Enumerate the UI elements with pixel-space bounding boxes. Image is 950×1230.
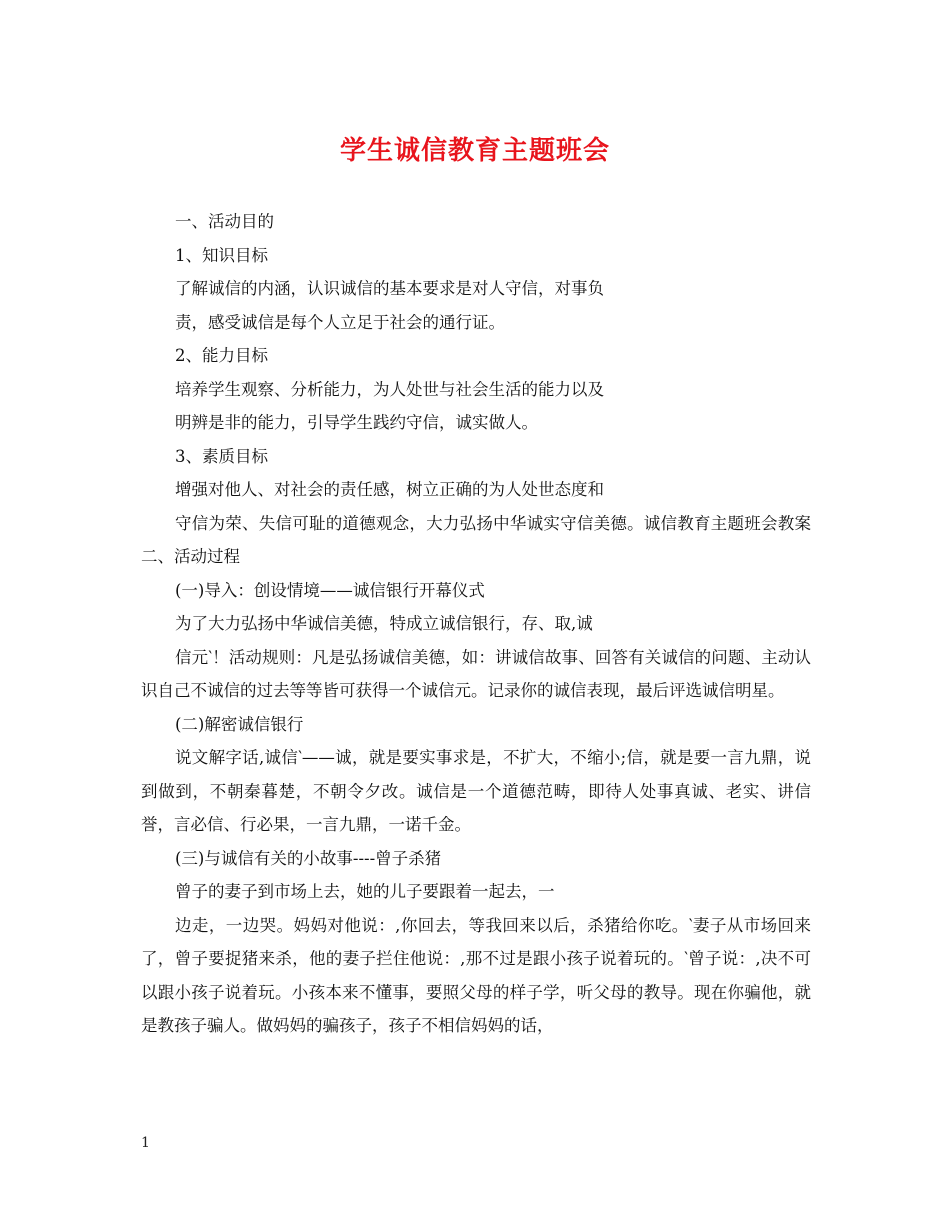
paragraph-line: 培养学生观察、分析能力，为人处世与社会生活的能力以及 (175, 379, 604, 399)
page-number: 1 (141, 1135, 150, 1151)
paragraph-line: 曾子的妻子到市场上去，她的儿子要跟着一起去，一 (175, 882, 555, 901)
paragraph-line: 责，感受诚信是每个人立足于社会的通行证。 (175, 312, 505, 332)
paragraph: 信元‵！活动规则：凡是弘扬诚信美德，如：讲诚信故事、回答有关诚信的问题、主动认识自己不诚信的过去等等皆可获得一个诚信元。记录你的诚信表现，最后评选诚信明星。 (141, 647, 811, 700)
paragraph-line: 了解诚信的内涵，认识诚信的基本要求是对人守信，对事负 (175, 279, 604, 298)
paragraph-line: 增强对他人、对社会的责任感，树立正确的为人处世态度和 (175, 480, 604, 499)
document-title: 学生诚信教育主题班会 (339, 136, 610, 166)
subsection-heading: (三)与诚信有关的小故事----曾子杀猪 (175, 848, 442, 868)
subsection-heading: (二)解密诚信银行 (175, 714, 304, 734)
section-heading: 一、活动目的 (175, 212, 274, 231)
subsection-heading: (一)导入：创设情境——诚信银行开幕仪式 (175, 580, 485, 600)
subsection-heading: 1、知识目标 (175, 245, 268, 265)
paragraph-line: 为了大力弘扬中华诚信美德，特成立诚信银行，存、取,诚 (175, 614, 593, 633)
paragraph: 说文解字话,诚信‵——诚，就是要实事求是，不扩大，不缩小;信，就是要一言九鼎，说到做到，不朝秦暮楚，不朝令夕改。诚信是一个道德范畴，即待人处事真诚、老实、讲信誉，言必信、行必果，一言九鼎，一诺千金。 (141, 748, 811, 834)
document-body (141, 205, 811, 1043)
paragraph: 守信为荣、失信可耻的道德观念，大力弘扬中华诚实守信美德。诚信教育主题班会教案二、活动过程 (141, 513, 811, 566)
subsection-heading: 3、素质目标 (175, 446, 268, 466)
subsection-heading: 2、能力目标 (175, 346, 268, 365)
paragraph-line: 明辨是非的能力，引导学生践约守信，诚实做人。 (175, 413, 538, 432)
paragraph: 边走，一边哭。妈妈对他说：,你回去，等我回来以后，杀猪给你吃。‵妻子从市场回来了，曾子要捉猪来杀，他的妻子拦住他说：,那不过是跟小孩子说着玩的。‵曾子说：,决不可以跟小孩子说着玩。小孩本来不懂事，要照父母的样子学，听父母的教导。现在你骗他，就是教孩子骗人。做妈妈的骗孩子，孩子不相信妈妈的话， (141, 915, 811, 1035)
